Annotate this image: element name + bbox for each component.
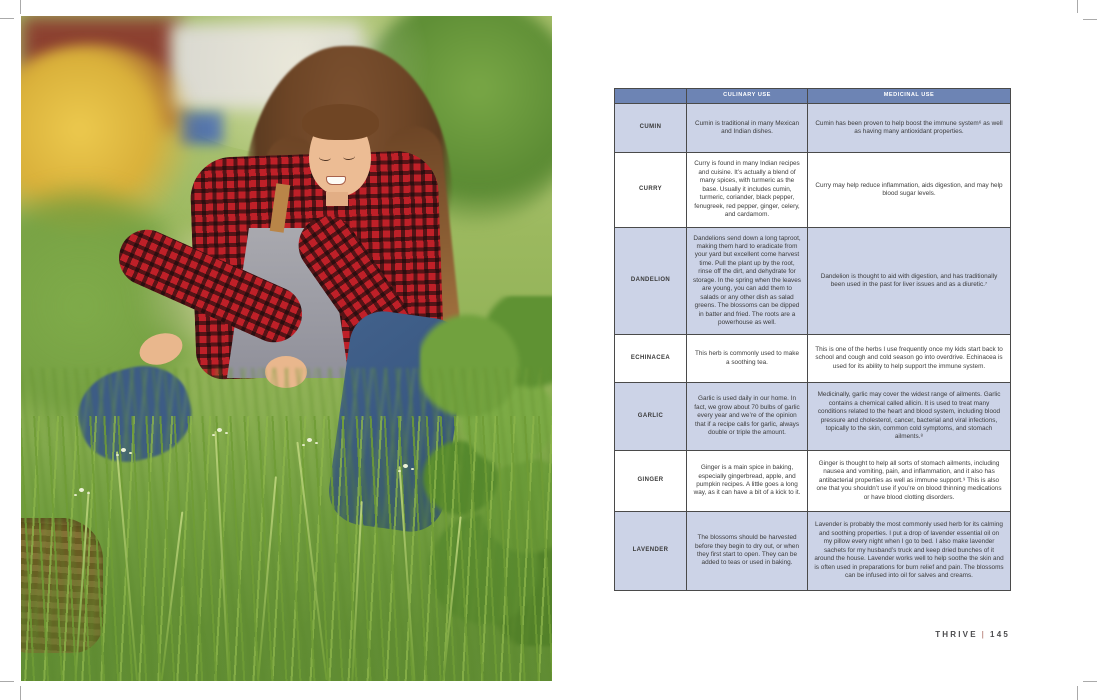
herb-name-echinacea: ECHINACEA: [615, 335, 686, 382]
book-title: THRIVE: [935, 630, 978, 639]
herb-name-garlic: GARLIC: [615, 383, 686, 450]
herb-name-lavender: LAVENDER: [615, 512, 686, 590]
crop-mark: [20, 0, 21, 14]
crop-mark: [0, 18, 14, 19]
flower-bud: [121, 448, 126, 452]
culinary-cell-dandelion: Dandelions send down a long taproot, making them hard to eradicate from your yard but excellent come harvest time. Pull the plant up by the root, rinse off the dirt, and dehydrate for storage. In the spring when the leaves are young, you can add them to salads or any other dish as salad greens. The blossoms can be dipped in batter and fried. The roots are a powerhouse as well.: [687, 228, 807, 334]
herb-name-dandelion: DANDELION: [615, 228, 686, 334]
flower-bud: [217, 428, 222, 432]
crop-mark: [1083, 681, 1097, 682]
culinary-cell-echinacea: This herb is commonly used to make a soothing tea.: [687, 335, 807, 382]
medicinal-cell-cumin: Cumin has been proven to help boost the immune system⁶ as well as having many antioxidant properties.: [808, 104, 1010, 152]
column-header-culinary-use: CULINARY USE: [687, 89, 807, 103]
crop-mark: [1083, 19, 1097, 20]
medicinal-cell-dandelion: Dandelion is thought to aid with digestion, and has traditionally been used in the past for liver issues and as a diuretic.⁷: [808, 228, 1010, 334]
crop-mark: [1077, 0, 1078, 13]
flower-bud: [403, 464, 408, 468]
herb-name-cumin: CUMIN: [615, 104, 686, 152]
crop-mark: [1077, 686, 1078, 700]
medicinal-cell-lavender: Lavender is probably the most commonly used herb for its calming and soothing properties. I put a drop of lavender essential oil on my pillow every night when I go to bed. I also make lavender sachets for my husband’s truck and keep dried bunches of it around the house. Lavender works well to help soothe the skin and is often used in preparations for burn relief and pain. The blossoms can be infused into oil for salves and creams.: [808, 512, 1010, 590]
culinary-cell-cumin: Cumin is traditional in many Mexican and Indian dishes.: [687, 104, 807, 152]
culinary-cell-ginger: Ginger is a main spice in baking, especially gingerbread, apple, and pumpkin recipes. A little goes a long way, as it can have a bit of a kick to it.: [687, 451, 807, 511]
flower-bud: [307, 438, 312, 442]
medicinal-cell-curry: Curry may help reduce inflammation, aids digestion, and may help blood sugar levels.: [808, 153, 1010, 227]
crop-mark: [20, 686, 21, 700]
culinary-cell-garlic: Garlic is used daily in our home. In fact, we grow about 70 bulbs of garlic every year and we’re of the opinion that if a recipe calls for garlic, always double or triple the amount.: [687, 383, 807, 450]
herb-name-ginger: GINGER: [615, 451, 686, 511]
table-corner-cell: [615, 89, 686, 103]
page-number: 145: [990, 630, 1010, 639]
culinary-cell-curry: Curry is found in many Indian recipes and cuisine. It’s actually a blend of many spices, with turmeric as the base. Usually it includes cumin, turmeric, coriander, black pepper, fenugreek, red pepper, ginger, celery, and cardamom.: [687, 153, 807, 227]
herb-foliage-foreground: [21, 416, 552, 681]
crop-mark: [0, 681, 14, 682]
footer-separator: |: [981, 630, 987, 639]
neck: [326, 192, 348, 206]
column-header-medicinal-use: MEDICINAL USE: [808, 89, 1010, 103]
flower-bud: [79, 488, 84, 492]
smile: [326, 176, 346, 185]
medicinal-cell-garlic: Medicinally, garlic may cover the widest range of ailments. Garlic contains a chemical called allicin. It is used to treat many conditions related to the heart and blood system, including blood pressure and cholesterol, cancer, bacterial and viral infections, topically to the skin, common cold symptoms, and stomach ailments.⁸: [808, 383, 1010, 450]
medicinal-cell-echinacea: This is one of the herbs I use frequently once my kids start back to school and cough and cold season go into overdrive. Echinacea is used for its ability to help support the immune system.: [808, 335, 1010, 382]
herb-uses-table: [614, 88, 1011, 591]
garden-photo: [21, 16, 552, 681]
culinary-cell-lavender: The blossoms should be harvested before they begin to dry out, or when they first start to open. They can be added to teas or used in baking.: [687, 512, 807, 590]
woman-bangs: [302, 104, 379, 140]
medicinal-cell-ginger: Ginger is thought to help all sorts of stomach ailments, including nausea and vomiting, pain, and inflammation, and it also has antibacterial properties as well as immune support.⁹ This is also one that you shouldn’t use if you’re on blood thinning medications or have blood clotting disorders.: [808, 451, 1010, 511]
herb-name-curry: CURRY: [615, 153, 686, 227]
page-footer: [935, 630, 1010, 639]
